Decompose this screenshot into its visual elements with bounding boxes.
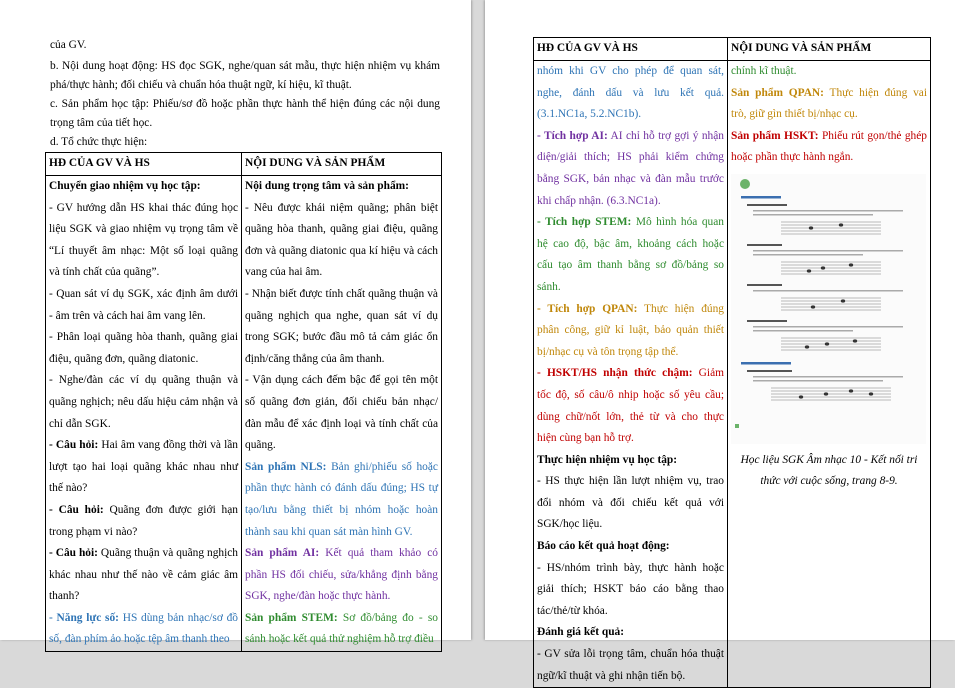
question-item (49, 500, 238, 543)
document-page-left (0, 0, 471, 646)
activity-table-right-page (533, 37, 931, 688)
product-nls-label: Sản phẩm NLS: (245, 460, 327, 473)
product-hskt-label: Sản phẩm HSKT: (731, 129, 819, 142)
activity-table-left-page (45, 152, 442, 652)
digital-competence-item (49, 608, 238, 651)
task-item: - Nghe/đàn các ví dụ quãng thuận và quãng nghịch; nêu dấu hiệu cảm nhận và chỉ dẫn SGK. (49, 374, 238, 430)
question-item (49, 543, 238, 608)
product-ai-label: Sản phẩm AI: (245, 547, 320, 560)
product-stem (245, 608, 438, 651)
product-nls (245, 457, 438, 543)
header-content-product: NỘI DUNG VÀ SẢN PHẨM (242, 153, 442, 176)
evaluation-text: - GV sửa lỗi trọng tâm, chuẩn hóa thuật ngữ/kĩ thuật và ghi nhận tiến bộ. (537, 648, 724, 682)
product-qpan-text: Thực hiện đúng vai trò, giữ gìn thiết bị/nhạc cụ. (731, 86, 927, 121)
task-heading: Chuyển giao nhiệm vụ học tập: (49, 180, 201, 192)
integration-qpan-text: Thực hiện đúng phân công, giữ kỉ luật, bảo quản thiết bị/nhạc cụ và tôn trọng tập thể. (537, 302, 724, 358)
product-stem-text: Sơ đồ/bảng đo - so sánh hoặc kết quả thử nghiệm hỗ trợ điều (245, 611, 438, 646)
paragraph-continuation: của GV. (50, 39, 87, 51)
header-content-product: NỘI DUNG VÀ SẢN PHẨM (728, 38, 931, 61)
integration-hskt-label: - HSKT/HS nhận thức chậm: (537, 367, 693, 380)
integration-qpan (537, 299, 724, 364)
teacher-student-cell (46, 176, 242, 652)
content-item: - Nhận biết được tính chất quãng thuận và quãng nghịch qua nghe, quan sát ví dụ trong SGK; bước đầu mô tả cảm giác ổn định/căng thẳng của âm thanh. (245, 287, 438, 365)
integration-ai-label: - Tích hợp AI: (537, 129, 608, 142)
teacher-student-cell (534, 61, 728, 688)
product-hskt-text: Phiếu rút gọn/thẻ ghép hoặc phần thực hành ngắn. (731, 129, 928, 164)
evaluation-heading: Đánh giá kết quả: (537, 626, 625, 639)
header-teacher-student: HĐ CỦA GV VÀ HS (46, 153, 242, 176)
image-caption: Học liệu SGK Âm nhạc 10 - Kết nối tri thức với cuộc sống, trang 8-9. (740, 453, 918, 487)
question-text: Quãng đơn được giới hạn trong phạm vi nào? (49, 503, 238, 538)
product-qpan (731, 83, 927, 126)
product-stem-label: Sản phẩm STEM: (245, 611, 338, 624)
product-qpan-label: Sản phẩm QPAN: (731, 86, 824, 99)
content-heading: Nội dung trọng tâm và sản phẩm: (245, 180, 409, 192)
report-text: - HS/nhóm trình bày, thực hành hoặc giải thích; HSKT báo cáo bằng thao tác/thẻ/từ khóa. (537, 561, 724, 617)
product-stem-continuation: chính kĩ thuật. (731, 65, 797, 77)
integration-ai-text: AI chỉ hỗ trợ gợi ý nhận diện/giải thích; HS phải kiểm chứng bằng SGK, bản nhạc và đàn mẫu trước khi chấp nhận. (6.3.NC1a). (537, 129, 724, 207)
digital-competence-continuation: nhóm khi GV cho phép để quan sát, nghe, đánh dấu và lưu kết quả. (3.1.NC1a, 5.2.NC1b). (537, 65, 724, 121)
integration-qpan-label: - Tích hợp QPAN: (537, 302, 638, 315)
paragraph-content: b. Nội dung hoạt động: HS đọc SGK, nghe/quan sát mẫu, thực hiện nhiệm vụ khám phá/thực hành; đối chiếu và chuẩn hóa thuật ngữ, kí hiệu, kĩ thuật. (50, 60, 440, 91)
integration-stem (537, 212, 724, 298)
content-product-cell (728, 61, 931, 688)
product-nls-text: Bản ghi/phiếu số hoặc phần thực hành có đánh dấu đúng; HS tự tạo/lưu bằng thiết bị nhóm hoặc hoàn thành sau khi quan sát màn hình GV. (245, 460, 438, 538)
integration-hskt (537, 363, 724, 449)
digital-competence-text: HS dùng bản nhạc/sơ đồ số, đàn phím ảo hoặc tệp âm thanh theo (49, 611, 238, 646)
textbook-excerpt-image (731, 174, 927, 444)
task-item: - GV hướng dẫn HS khai thác đúng học liệu SGK và giao nhiệm vụ trọng tâm về “Lí thuyết âm nhạc: Một số loại quãng và tính chất của quãng”. (49, 201, 238, 279)
task-item: - Phân loại quãng hòa thanh, quãng giai điệu, quãng đơn, quãng diatonic. (49, 331, 238, 365)
content-item: - Vận dụng cách đếm bậc để gọi tên một số quãng đơn giản, đối chiếu bản nhạc/đàn mẫu để xác định loại và tính chất của quãng. (245, 374, 438, 452)
integration-stem-label: - Tích hợp STEM: (537, 216, 632, 229)
perform-heading: Thực hiện nhiệm vụ học tập: (537, 453, 678, 466)
document-page-right (485, 0, 955, 682)
paragraph-organization: d. Tổ chức thực hiện: (50, 136, 148, 148)
digital-competence-label: - Năng lực số: (49, 611, 119, 624)
question-label: - Câu hỏi: (49, 503, 104, 516)
content-item: - Nêu được khái niệm quãng; phân biệt quãng hòa thanh, quãng giai điệu, quãng đơn và quãng diatonic qua kí hiệu và cách vang của hai âm. (245, 201, 438, 279)
product-ai-text: Kết quả tham khảo có phần HS đối chiếu, sửa/khẳng định bằng SGK, nghe/đàn hoặc thực hành. (245, 547, 438, 603)
integration-hskt-text: Giảm tốc độ, số câu/ô nhịp hoặc số yêu cầu; dùng chữ/nốt lớn, thẻ từ và cho thực hiện cùng bạn hỗ trợ. (537, 367, 724, 445)
integration-stem-text: Mô hình hóa quan hệ cao độ, bậc âm, khoảng cách hoặc cấu tạo âm thanh bằng sơ đồ/bảng so sánh. (537, 216, 724, 293)
perform-text: - HS thực hiện lần lượt nhiệm vụ, trao đổi nhóm và đối chiếu kết quả với SGK/học liệu. (537, 475, 724, 531)
product-hskt (731, 126, 927, 169)
integration-ai (537, 126, 724, 212)
report-heading: Báo cáo kết quả hoạt động: (537, 540, 670, 553)
textbook-page-illustration (731, 174, 926, 444)
product-ai (245, 543, 438, 608)
question-text: Quãng thuận và quãng nghịch khác nhau như thế nào về cảm giác âm thanh? (49, 547, 239, 603)
task-item: - Quan sát ví dụ SGK, xác định âm dưới - âm trên và cách hai âm vang lên. (49, 287, 238, 322)
content-product-cell (242, 176, 442, 652)
question-label: - Câu hỏi: (49, 547, 98, 560)
question-item (49, 435, 238, 500)
header-teacher-student: HĐ CỦA GV VÀ HS (534, 38, 728, 61)
paragraph-product: c. Sản phẩm học tập: Phiếu/sơ đồ hoặc phần thực hành thể hiện đúng các nội dung trọng tâm của tiết học. (50, 98, 440, 129)
question-label: - Câu hỏi: (49, 439, 99, 452)
question-text: Hai âm vang đồng thời và lần lượt tạo hai loại quãng khác nhau như thế nào? (49, 439, 238, 495)
